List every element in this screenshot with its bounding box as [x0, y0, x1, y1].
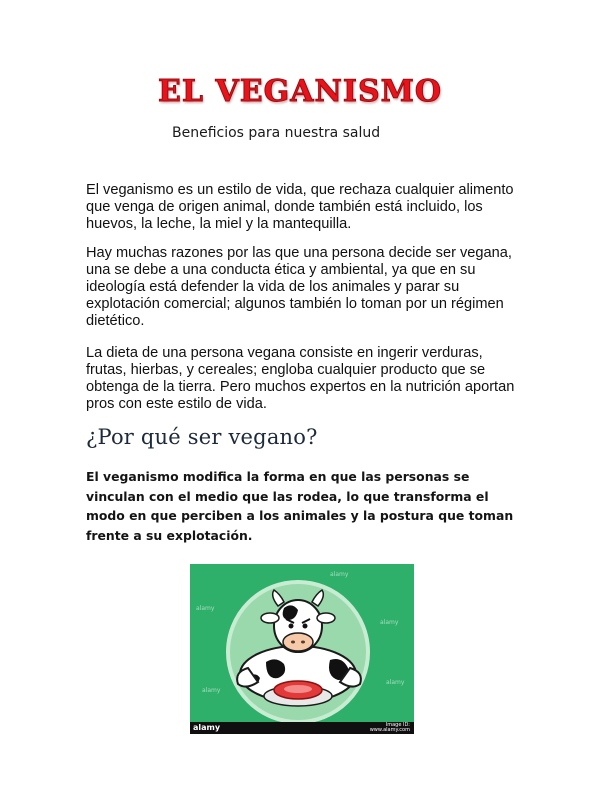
image-footer-strip: [190, 722, 414, 734]
footer-code: [370, 723, 410, 733]
watermark-5: alamy: [386, 679, 405, 686]
footer-code-line2: www.alamy.com: [369, 727, 410, 733]
paragraph-1: El veganismo es un estilo de vida, que rechaza cualquier alimento que venga de origen animal, donde también está incluido, los huevos, la leche, la miel y la mantequilla.: [86, 182, 514, 232]
paragraph-3: La dieta de una persona vegana consiste en ingerir verduras, frutas, hierbas, y cereales; engloba cualquier producto que se obtenga de la tierra. Pero muchos expertos en la nutrición aportan pros con este estilo de vida.: [86, 345, 515, 412]
steak-icon: [274, 681, 322, 699]
watermark-4: alamy: [202, 687, 221, 694]
section-text: El veganismo modifica la forma en que las personas se vinculan con el medio que las rodea, lo que transforma el modo en que perciben a los animales y la postura que toman frente a su explotación.: [86, 469, 514, 543]
footer-brand: alamy: [193, 723, 221, 732]
document-subtitle: Beneficios para nuestra salud: [172, 125, 381, 141]
section-heading: ¿Por qué ser vegano?: [86, 425, 318, 449]
cow-illustration: [190, 564, 414, 734]
watermark-1: alamy: [330, 571, 349, 578]
footer-code-line1: Image ID:: [385, 722, 410, 728]
cow-icon: [190, 564, 414, 734]
paragraph-2: Hay muchas razones por las que una persona decide ser vegana, una se debe a una conducta ética y ambiental, ya que en su ideología está defender la vida de los animales y parar su explotación comercial; algunos también lo toman por un régimen dietético.: [86, 245, 512, 329]
watermark-2: alamy: [196, 605, 215, 612]
watermark-3: alamy: [380, 619, 399, 626]
document-title: EL VEGANISMO: [158, 74, 442, 109]
